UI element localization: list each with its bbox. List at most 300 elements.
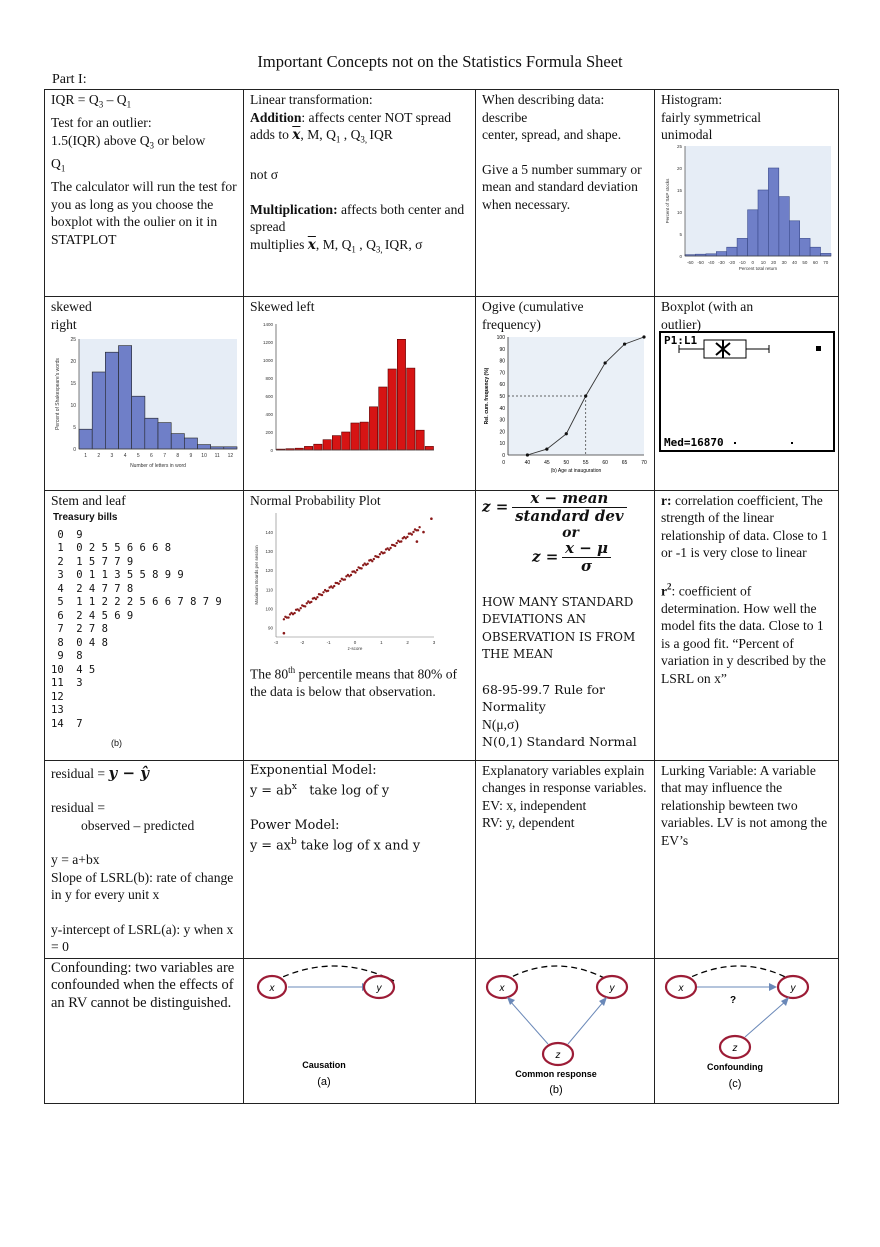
data-point [430,517,433,520]
y-axis-label: Percent of S&P stocks [665,178,670,223]
skewed-left-histogram [250,316,440,464]
percentile-sup: th [288,664,296,675]
stem-leaf-label: Stem and leaf [51,492,126,508]
data-point [298,609,300,611]
data-point [283,618,285,620]
y-tick-label: 1400 [262,321,273,327]
cell-correlation: r: correlation coefficient, The strength of the linear relationship of data. Close to 1 or -1 is very close to linear $r^2$: coefficient of determination. How well the model fits the data. Close to 1 is a good fit. “Percent of variation in y described by the LSRL on x” [655,490,839,760]
x-tick-label: 0 [353,640,357,645]
data-point [321,594,323,596]
y-tick-label: 25 [70,337,76,343]
stem-caption: (b) [111,738,122,748]
data-point [350,574,352,576]
x-tick-label: 6 [150,453,153,459]
mult-rest: , M, Q [315,236,352,252]
data-point [315,598,317,600]
stem-heading: Treasury bills [53,512,118,523]
stem-row: 1 0 2 5 5 6 6 6 8 [51,542,172,554]
z-formula-1 [482,490,649,526]
boxplot-median: Med=16870 [664,436,724,449]
common-response-diagram [476,959,654,1099]
cell-variables [476,760,655,958]
node-z-label: z [555,1049,561,1061]
calculator-note: The calculator will run the test for you as long as you choose the boxplot with the oulier on it in STATPLOT [51,179,237,247]
y-tick-label: 20 [70,359,76,365]
xbar-symbol: $\overline{x}$ [292,127,301,143]
arrow-icon [599,997,607,1006]
data-point [411,533,413,535]
data-point [354,571,356,573]
multiplication-label: Multiplication: [250,201,338,217]
x-tick-label: -20 [728,259,736,265]
data-point [333,585,335,587]
histogram-label: Histogram: [661,92,723,107]
y-tick-label: 130 [265,549,273,555]
describe-line1: When describing data: describe [482,92,605,125]
bar [737,238,747,256]
bar [145,418,158,449]
stem-plot [51,529,238,732]
xbar-symbol: $\overline{x}$ [307,236,316,253]
dashed-arc [504,966,610,981]
x-tick-label: 7 [163,453,166,459]
bar [360,422,368,450]
stem-row: 11 3 [51,677,83,689]
outlier-test-label: Test for an outlier: [51,115,152,131]
residual-label2: residual = [51,800,106,815]
x-tick-label: 12 [227,453,234,459]
page-title: Important Concepts not on the Statistics Formula Sheet [257,52,623,71]
bar [158,423,171,449]
stem-row: 10 4 5 [51,663,96,676]
cell-confounding [45,958,244,1104]
y-tick-label: 20 [676,165,682,171]
z-fraction-2 [562,540,611,576]
ogive-point [623,342,626,345]
causation-caption: Causation [302,1059,346,1070]
ogive-point [642,335,645,338]
r2-label: r [661,583,668,599]
node-x-label: x [269,982,275,994]
data-point [396,542,398,544]
bar [323,439,331,449]
bar [789,220,799,255]
z-den-2: σ [581,557,593,575]
x-tick-label: 3 [432,640,436,645]
multiplication-text: affects both center and spread [250,201,465,235]
empirical-rule: 68-95-99.7 Rule for Normality [482,681,606,714]
outlier-rule: 1.5(IQR) above Q [51,132,150,148]
y-tick-label: 90 [267,625,273,631]
data-point [373,558,375,560]
y-tick-label: 120 [265,568,273,574]
x-tick-label: 30 [781,259,787,265]
z-num-2: x − μ [562,540,611,559]
cell-lurking [655,760,839,958]
question-mark: ? [729,994,737,1006]
node-z-label: z [732,1042,738,1054]
confounding-caption: Confounding [707,1061,763,1072]
z-formula-2 [532,540,649,576]
z-den: standard dev [515,507,624,525]
ogive-point [545,448,548,451]
histogram-desc2: unimodal [661,127,713,142]
exp-title: Exponential Model: [250,762,377,778]
stem-row: 4 2 4 7 7 8 [51,582,134,595]
x-axis-label: Percent total return [738,265,778,271]
percentile-text: The 80 [250,666,289,682]
q1-label: Q [51,155,61,171]
x-tick-label: 40 [524,460,531,466]
x-tick-label: -10 [739,259,746,265]
y-tick-label: 800 [265,375,273,381]
adds-rest: , M, Q [300,127,336,142]
z-symbol: z = [482,496,509,515]
y-tick-label: 20 [499,429,505,436]
y-tick-label: 0 [502,453,505,459]
x-axis-label: (b) Age at inauguration [550,468,602,474]
x-tick-label: 11 [214,453,220,459]
cell-iqr: IQR = $Q_3 - Q_1$ Test for an outlier: 1.5(IQR) above $Q_3$ or below $Q_1$ The calculator will run the test for you as long as you choose the boxplot with the oulier on it in STATPLOT [45,90,244,297]
bar [727,247,737,256]
ogive-chart [478,333,650,483]
normal-probability-plot [250,509,438,657]
cell-normal-probability [244,490,476,760]
cell-stem-leaf [45,490,244,760]
cell-ogive [476,297,655,491]
data-point [360,567,362,569]
slope-definition: Slope of LSRL(b): rate of change in y for every unit x [51,869,234,902]
y-tick-label: 60 [499,382,505,389]
bar [800,238,810,256]
bar [416,430,424,450]
concept-table [44,89,839,1104]
stem-row: 9 8 [51,650,83,662]
standard-normal: N(0,1) Standard Normal [482,734,637,749]
bar [304,446,312,450]
x-tick-label: 50 [563,460,570,466]
z-num: x − mean [512,490,627,508]
ogive-point [565,432,568,435]
stem-row: 12 [51,690,77,703]
bar [342,432,350,450]
dashed-arc [683,966,793,981]
mult-end: IQR, σ [384,236,423,252]
y-tick-label: 1000 [262,357,273,363]
cell-boxplot [655,297,839,491]
data-point [339,580,341,582]
x-tick-label: -40 [707,259,715,265]
cell-causation-diagram [244,958,476,1104]
cell-linear-transformation: Linear transformation: Addition: affects center NOT spread adds to $\overline{x}$, M, $Q_1$ , $Q_{3,}$ IQR not σ Multiplication: affects both center and spread multiplies $\overline{x}$, M, $Q_1$ , $Q_{3,}$ IQR, σ [244,90,476,297]
bar [758,190,768,256]
data-point [400,540,402,542]
stem-row: 8 0 4 8 [51,636,108,649]
stem-row: 6 2 4 5 6 9 [51,609,134,622]
boxplot-label2: outlier) [661,316,702,332]
data-point [356,569,358,571]
x-axis-label: z-score [347,646,363,651]
data-point [327,590,329,592]
x-tick-label: 2 [97,453,101,459]
bar [768,168,778,256]
boxplot-plot-label: P1:L1 [664,334,698,347]
node-x-label: x [499,982,505,994]
y-tick-label: 15 [70,381,76,387]
x-tick-label: -50 [697,259,704,265]
bar [379,387,387,450]
ogive-label2: frequency) [482,316,541,332]
bar [332,435,340,449]
skewed-label: skewed [51,299,92,314]
data-point [389,547,391,549]
x-tick-label: 1 [84,453,87,459]
power-formula: y = ax [250,838,291,854]
data-point [344,578,346,580]
common-response-caption: Common response [515,1068,597,1079]
describe-line2: center, spread, and shape. [482,127,622,142]
right-label: right [51,316,77,332]
ev-text: EV: x, independent [482,797,587,813]
data-point [310,601,312,603]
caption-c: (c) [728,1077,742,1090]
x-tick-label: 8 [176,453,180,459]
adds-iqr: IQR [369,127,393,142]
cell-residual [45,760,244,958]
data-point [406,536,408,538]
cell-models [244,760,476,958]
y-tick-label: 140 [265,530,273,536]
addition-label: Addition [250,109,302,125]
rv-text: RV: y, dependent [482,815,575,830]
y-tick-label: 80 [499,358,505,365]
x-tick-label: 1 [380,640,383,645]
bar [810,247,820,256]
bar [184,438,197,449]
r2-text: : coefficient of determination. How well the model fits the data. Close to 1 is a good fit. “Percent of variation in y described by the LSRL on x” [661,583,826,686]
bar [351,423,359,450]
bar [425,446,433,450]
confounding-text: Confounding: two variables are confounded when the effects of an RV cannot be distinguished. [51,959,235,1011]
bar [105,352,118,449]
percentile-text2: percentile means that 80% of the data is below that observation. [250,666,458,699]
variables-text: Explanatory variables explain changes in response variables. [482,762,647,795]
z-caption: HOW MANY STANDARD DEVIATIONS AN OBSERVATION IS FROM THE MEAN [482,594,636,661]
z-fraction [512,490,627,526]
data-point [367,563,369,565]
lurking-text: Lurking Variable: A variable that may influence the relationship bewteen two variables. LV is not among the EV’s [661,762,828,848]
data-point [338,583,340,585]
stem-row: 14 7 [51,717,83,730]
x-tick-label: -60 [686,259,694,265]
bar [92,372,105,449]
y-tick-label: 600 [265,393,273,399]
data-point [412,531,414,533]
y-axis-label: Percent of Shakespeare's words [55,358,61,430]
power-title: Power Model: [250,817,340,833]
y-tick-label: 0 [73,447,76,453]
node-y-label: y [609,982,615,994]
x-tick-label: 0 [751,259,755,265]
bar [748,209,758,255]
data-point [316,596,318,598]
ogive-point [584,394,587,397]
x-tick-label: -3 [273,640,279,645]
y-tick-label: 100 [265,606,273,612]
symmetric-histogram [661,144,833,272]
exp-sup: x [291,782,297,792]
bar [397,339,405,450]
x-tick-label: 2 [406,640,409,645]
stem-row: 13 [51,704,77,716]
y-tick-label: 400 [265,411,273,417]
arrow-icon [507,997,515,1005]
r-label: r: [661,492,672,508]
ogive-point [604,361,607,364]
y-tick-label: 5 [73,425,76,431]
x-tick-label: 20 [771,259,777,265]
bar [821,253,831,256]
cell-describe-data [476,90,655,297]
node-x-label: x [678,982,684,994]
y-tick-label: 110 [265,587,273,593]
normal-notation: N(μ,σ) [482,716,519,732]
cell-common-response-diagram [476,958,655,1104]
z-symbol: z = [532,546,559,565]
x-tick-label: 45 [544,460,550,466]
x-tick-label: 4 [123,453,127,459]
cell-skewed-right [45,297,244,491]
lsrl-equation: y = a+bx [51,852,100,867]
x-tick-label: 9 [189,453,193,459]
power-sup: b [290,837,297,848]
data-point [394,545,396,547]
y-tick-label: 1200 [262,339,273,345]
y-tick-label: 70 [499,370,505,377]
data-point [322,591,324,593]
x-tick-label: 10 [201,453,207,459]
bar [198,445,211,449]
x-tick-label: 0 [502,460,505,466]
data-point [416,540,419,543]
bar [171,434,184,449]
stem-row: 2 1 5 7 7 9 [51,555,134,568]
r-text: correlation coefficient, The strength of the linear relationship of data. Close to 1 or -1 is very close to linear [661,492,828,560]
bar [314,444,322,450]
x-tick-label: 3 [110,453,114,459]
x-tick-label: -1 [326,640,331,645]
data-point [383,552,385,554]
bar [369,406,377,449]
y-tick-label: 30 [499,417,505,424]
x-tick-label: 40 [791,259,798,265]
cell-skewed-left [244,297,476,491]
outlier-point [816,346,821,351]
stem-row: 0 9 [51,528,83,541]
x-axis-label: Number of letters in word [130,463,186,469]
npp-label: Normal Probability Plot [250,492,381,508]
adds-to: adds to [250,127,293,142]
y-tick-label: 25 [676,143,682,149]
skewed-left-label: Skewed left [250,299,315,314]
residual-definition: observed – predicted [81,817,195,833]
causation-diagram [244,959,474,1099]
not-sigma: not σ [250,167,279,183]
data-point [283,632,286,635]
x-tick-label: 65 [621,460,628,466]
residual-formula: y − ŷ [108,763,149,782]
cell-histogram [655,90,839,297]
stem-row: 5 1 1 2 2 2 5 6 6 7 8 7 9 [51,596,222,608]
arrow-icon [769,983,777,991]
or-label: or [562,524,579,541]
x-tick-label: 5 [136,453,140,459]
x-tick-label: -2 [300,640,305,645]
bar [388,369,396,450]
bar [407,368,415,450]
y-tick-label: 10 [499,441,505,448]
exp-formula: y = ab [250,783,292,799]
y-tick-label: 40 [499,405,505,412]
data-point [379,553,381,555]
exp-note: take log of y [297,783,390,799]
data-point [422,531,425,534]
bar [779,196,789,255]
bar [716,251,726,255]
data-point [300,607,302,609]
x-tick-label: 60 [602,460,608,466]
bar [79,429,92,449]
bar [132,396,145,449]
y-tick-label: 10 [70,403,76,409]
ogive-point [526,453,529,456]
x-tick-label: 60 [812,259,818,265]
bar [119,346,132,449]
data-point [417,529,419,531]
data-point [371,560,373,562]
caption-a: (a) [317,1075,331,1088]
stem-row: 7 2 7 8 [51,623,108,635]
y-tick-label: 0 [270,447,273,453]
y-tick-label: 0 [679,253,682,259]
residual-label: residual = [51,765,109,781]
describe-line3: Give a 5 number summary or mean and standard deviation when necessary. [482,161,642,212]
histogram-desc1: fairly symmetrical [661,109,762,125]
data-point [304,605,306,607]
boxplot-label: Boxplot (with an [661,299,754,314]
y-tick-label: 10 [676,209,682,215]
skewed-right-histogram [51,333,239,469]
ogive-label: Ogive (cumulative [482,299,584,314]
x-tick-label: 70 [641,460,647,466]
linear-title: Linear transformation: [250,92,373,107]
data-point [418,526,420,528]
intercept-definition: y-intercept of LSRL(a): y when x = 0 [51,921,234,954]
stem-row: 3 0 1 1 3 5 5 8 9 9 [51,569,184,581]
y-axis-label: Maximum Boards per session [254,545,259,605]
y-tick-label: 100 [496,335,505,341]
power-note: take log of x and y [296,838,421,854]
x-tick-label: 55 [582,460,589,466]
x-tick-label: 70 [823,259,829,265]
multiplies: multiplies [250,236,308,252]
calculator-boxplot [659,331,835,453]
confounding-diagram [655,959,838,1099]
y-tick-label: 90 [499,346,505,353]
x-tick-label: 10 [760,259,766,265]
y-tick-label: 5 [679,231,682,237]
y-tick-label: 15 [676,187,682,193]
